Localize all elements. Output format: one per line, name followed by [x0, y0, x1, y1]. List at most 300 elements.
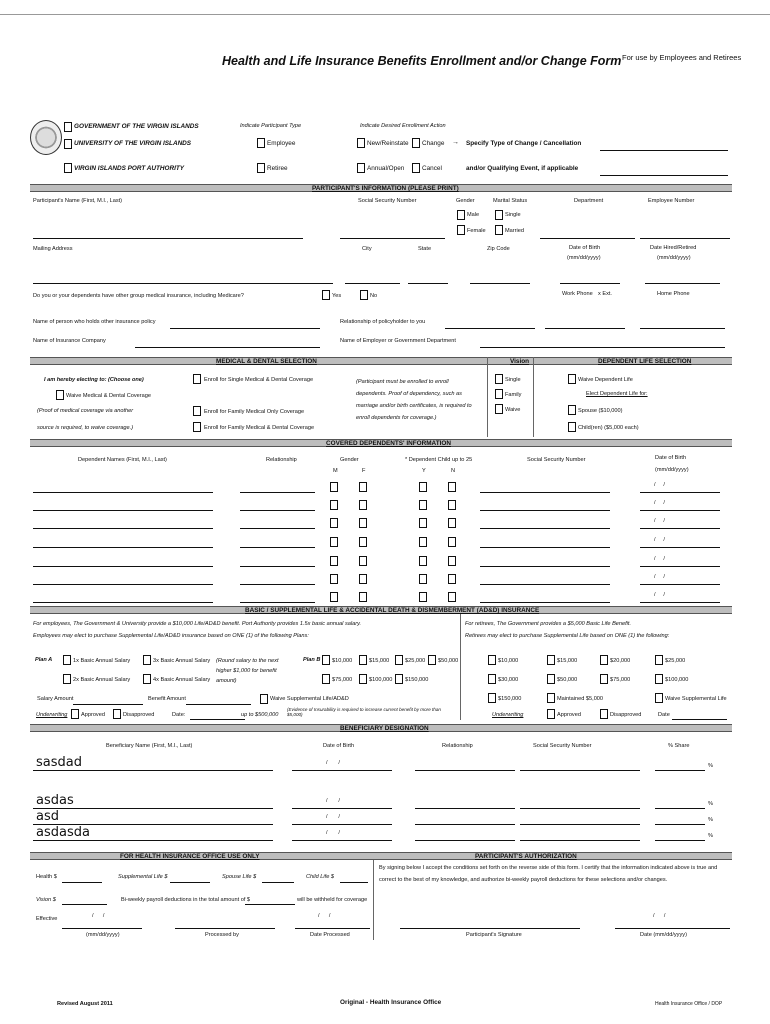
- plan-a-2x-checkbox[interactable]: [63, 674, 71, 684]
- emp-note-2: Employees may elect to purchase Supplemental Life/AD&D insurance based on ONE (1) of the following Plans:: [33, 633, 309, 639]
- evidence-note: (Evidence of Insurability is required to increase current benefit by more than $5,000): [287, 707, 441, 718]
- dep-male-checkbox[interactable]: [330, 537, 338, 547]
- dep-relationship-field[interactable]: [240, 492, 315, 493]
- children-life-checkbox[interactable]: [568, 422, 576, 432]
- benefit-field[interactable]: [186, 704, 251, 705]
- proof-note-2: source is required, to waive coverage.): [37, 425, 134, 431]
- spouse-life-label: Spouse ($10,000): [578, 408, 623, 414]
- zip-field[interactable]: [470, 283, 530, 284]
- signature-label: Participant's Signature: [466, 932, 522, 938]
- dep-male-checkbox[interactable]: [330, 556, 338, 566]
- dep-dob-field[interactable]: [640, 584, 720, 585]
- ben-share-field[interactable]: [655, 770, 705, 771]
- dep-dob-slashes: / /: [654, 556, 665, 562]
- single-checkbox[interactable]: [495, 210, 503, 220]
- elect-deplife-label: Elect Dependent Life for:: [586, 391, 648, 397]
- ben-relationship-field[interactable]: [415, 824, 515, 825]
- family-medical-only-checkbox[interactable]: [193, 406, 201, 416]
- dep-child-yes-checkbox[interactable]: [419, 556, 427, 566]
- ret-150k-checkbox[interactable]: [488, 693, 496, 703]
- uw-date-field[interactable]: [190, 719, 245, 720]
- covered-bar: COVERED DEPENDENTS' INFORMATION: [30, 439, 732, 447]
- percent-sign: %: [708, 817, 713, 823]
- electing-label: I am hereby electing to: (Choose one): [44, 377, 144, 383]
- change-checkbox[interactable]: [412, 138, 420, 148]
- department-label: Department: [574, 198, 604, 204]
- employee-checkbox[interactable]: [257, 138, 265, 148]
- city-field[interactable]: [345, 283, 400, 284]
- emp-note-1: For employees, The Government & University provide a $10,000 Life/AD&D benefit. Port Authority provides 1.5x basic annual salary.: [33, 621, 362, 627]
- ret-25k-label: $25,000: [665, 658, 686, 664]
- employer-field[interactable]: [480, 347, 725, 348]
- ret-100k-label: $100,000: [665, 677, 689, 683]
- dep-relationship-field[interactable]: [240, 547, 315, 548]
- processed-date-label: Date Processed: [310, 932, 350, 938]
- dep-relationship-field[interactable]: [240, 602, 315, 603]
- ben-dob-field[interactable]: [292, 824, 392, 825]
- vision-family-label: Family: [505, 392, 522, 398]
- ben-ssn-label: Social Security Number: [533, 743, 592, 749]
- ben-name-label: Beneficiary Name (First, M.I., Last): [106, 743, 193, 749]
- dep-name-field[interactable]: [33, 602, 213, 603]
- dep-female-checkbox[interactable]: [359, 482, 367, 492]
- ret-date-label: Date: [658, 712, 670, 718]
- change-label: Change: [422, 140, 445, 147]
- effective-slashes: / /: [92, 913, 105, 919]
- ret-note-2: Retirees may elect to purchase Supplemental Life based on ONE (1) the following:: [465, 633, 670, 639]
- dep-child-yes-checkbox[interactable]: [419, 592, 427, 602]
- dob-format: (mm/dd/yyyy): [567, 255, 601, 261]
- dependents-note-4: enroll dependents for coverage.): [356, 415, 437, 421]
- state-field[interactable]: [408, 283, 448, 284]
- hired-field[interactable]: [645, 283, 720, 284]
- ben-ssn-field[interactable]: [520, 770, 640, 771]
- dep-child-no-checkbox[interactable]: [448, 556, 456, 566]
- salary-field[interactable]: [73, 704, 143, 705]
- waive-supp-add-checkbox[interactable]: [260, 694, 268, 704]
- mailing-field[interactable]: [33, 283, 333, 284]
- vision-waive-label: Waive: [505, 407, 521, 413]
- ret-15k-checkbox[interactable]: [547, 655, 555, 665]
- ret-waive-label: Waive Supplemental Life: [665, 696, 727, 702]
- dep-female-checkbox[interactable]: [359, 592, 367, 602]
- round-note-1: (Round salary to the next: [216, 658, 279, 664]
- work-phone-label: Work Phone: [562, 291, 593, 297]
- round-note-2: higher $1,000 for benefit: [216, 668, 277, 674]
- ret-approved-label: Approved: [557, 712, 581, 718]
- dep-child-no-checkbox[interactable]: [448, 592, 456, 602]
- underwriting-label: Underwriting: [36, 712, 68, 718]
- single-label: Single: [505, 212, 521, 218]
- auth-date-label: Date (mm/dd/yyyy): [640, 932, 687, 938]
- dep-dob-field[interactable]: [640, 547, 720, 548]
- beneficiary-name-value[interactable]: asd: [36, 809, 59, 824]
- uw-date-label: Date:: [172, 712, 186, 718]
- dep-relationship-label: Relationship: [266, 457, 297, 463]
- ben-ssn-field[interactable]: [520, 840, 640, 841]
- plan-b-50k-label: $50,000: [438, 658, 459, 664]
- dep-dob-field[interactable]: [640, 528, 720, 529]
- ben-ssn-field[interactable]: [520, 808, 640, 809]
- dep-child-label: * Dependent Child up to 25: [405, 457, 473, 463]
- plan-b-25k-checkbox[interactable]: [395, 655, 403, 665]
- dep-relationship-field[interactable]: [240, 566, 315, 567]
- dep-ssn-field[interactable]: [480, 602, 610, 603]
- plan-b-100k-label: $100,000: [369, 677, 393, 683]
- other-ins-no-label: No: [370, 293, 378, 299]
- gender-label: Gender: [456, 198, 475, 204]
- employee-number-field[interactable]: [640, 238, 730, 239]
- dep-relationship-field[interactable]: [240, 584, 315, 585]
- dep-relationship-field[interactable]: [240, 528, 315, 529]
- beneficiary-name-field[interactable]: [33, 770, 273, 771]
- employer-port-checkbox[interactable]: [64, 163, 72, 173]
- dep-female-checkbox[interactable]: [359, 574, 367, 584]
- annual-open-label: Annual/Open: [367, 165, 405, 172]
- ben-ssn-field[interactable]: [520, 824, 640, 825]
- ben-relationship-label: Relationship: [442, 743, 473, 749]
- ret-100k-checkbox[interactable]: [655, 674, 663, 684]
- qualifying-event-field[interactable]: [600, 175, 728, 176]
- dep-male-checkbox[interactable]: [330, 574, 338, 584]
- ret-note-1: For retirees, The Government provides a $5,000 Basic Life Benefit.: [465, 621, 632, 627]
- retiree-label: Retiree: [267, 165, 288, 172]
- processed-by-field[interactable]: [175, 928, 275, 929]
- vision-single-checkbox[interactable]: [495, 374, 503, 384]
- processed-date-field[interactable]: [295, 928, 370, 929]
- ben-dob-field[interactable]: [292, 808, 392, 809]
- ben-share-field[interactable]: [655, 840, 705, 841]
- employee-number-label: Employee Number: [648, 198, 695, 204]
- dep-female-checkbox[interactable]: [359, 556, 367, 566]
- ben-dob-field[interactable]: [292, 840, 392, 841]
- withheld-label-2: will be withheld for coverage: [297, 897, 368, 903]
- ext-label: x Ext.: [598, 291, 612, 297]
- ret-disapproved-checkbox[interactable]: [600, 709, 608, 719]
- married-checkbox[interactable]: [495, 225, 503, 235]
- dep-ssn-label: Social Security Number: [527, 457, 586, 463]
- dep-name-field[interactable]: [33, 547, 213, 548]
- effective-field[interactable]: [62, 928, 142, 929]
- dep-female-checkbox[interactable]: [359, 518, 367, 528]
- dep-ssn-field[interactable]: [480, 528, 610, 529]
- child-amt-label: Child Life $: [306, 874, 334, 880]
- office-auth-bar: FOR HEALTH INSURANCE OFFICE USE ONLY PARTICIPANT'S AUTHORIZATION: [30, 852, 732, 860]
- relationship-field[interactable]: [445, 328, 535, 329]
- ret-20k-checkbox[interactable]: [600, 655, 608, 665]
- other-ins-no-checkbox[interactable]: [360, 290, 368, 300]
- dep-male-checkbox[interactable]: [330, 500, 338, 510]
- dep-ssn-field[interactable]: [480, 584, 610, 585]
- spouse-amt-label: Spouse Life $: [222, 874, 257, 880]
- plan-a-1x-checkbox[interactable]: [63, 655, 71, 665]
- male-label: Male: [467, 212, 480, 218]
- ret-10k-checkbox[interactable]: [488, 655, 496, 665]
- ret-75k-checkbox[interactable]: [600, 674, 608, 684]
- employer-govt-checkbox[interactable]: [64, 122, 72, 132]
- dep-dob-label: Date of Birth: [655, 455, 687, 461]
- single-medical-label: Enroll for Single Medical & Dental Coverage: [204, 377, 314, 383]
- dep-male-checkbox[interactable]: [330, 518, 338, 528]
- dep-child-no-checkbox[interactable]: [448, 500, 456, 510]
- auth-text-1: By signing below I accept the conditions set forth on the reverse side of this form. I certify that the information indicated above is true and: [379, 865, 718, 871]
- health-amt-field[interactable]: [62, 882, 102, 883]
- plan-b-150k-checkbox[interactable]: [395, 674, 403, 684]
- approved-checkbox[interactable]: [71, 709, 79, 719]
- ret-150k-label: $150,000: [498, 696, 522, 702]
- married-label: Married: [505, 228, 524, 234]
- supp-amt-field[interactable]: [170, 882, 210, 883]
- dep-female-checkbox[interactable]: [359, 500, 367, 510]
- processed-date-slashes: / /: [318, 913, 331, 919]
- retiree-divider: [460, 614, 461, 720]
- effective-label: Effective: [36, 916, 58, 922]
- ret-approved-checkbox[interactable]: [547, 709, 555, 719]
- policyholder-field[interactable]: [170, 328, 320, 329]
- percent-sign: %: [708, 801, 713, 807]
- dep-child-no-checkbox[interactable]: [448, 482, 456, 492]
- dep-child-yes-checkbox[interactable]: [419, 482, 427, 492]
- employer-uvi-checkbox[interactable]: [64, 139, 72, 149]
- beneficiary-name-value[interactable]: asdasda: [36, 825, 90, 840]
- seal-logo: [30, 120, 62, 155]
- approved-label: Approved: [81, 712, 105, 718]
- dep-dob-field[interactable]: [640, 510, 720, 511]
- hired-label: Date Hired/Retired: [650, 245, 697, 251]
- qualifying-event-label: and/or Qualifying Event, if applicable: [466, 165, 579, 172]
- ben-relationship-field[interactable]: [415, 840, 515, 841]
- dep-name-field[interactable]: [33, 584, 213, 585]
- dob-field[interactable]: [560, 283, 620, 284]
- ret-30k-checkbox[interactable]: [488, 674, 496, 684]
- dep-ssn-field[interactable]: [480, 547, 610, 548]
- ben-relationship-field[interactable]: [415, 808, 515, 809]
- plan-a-4x-checkbox[interactable]: [143, 674, 151, 684]
- single-medical-checkbox[interactable]: [193, 374, 201, 384]
- ben-dob-slashes: / /: [326, 760, 340, 766]
- plan-b-25k-label: $25,000: [405, 658, 426, 664]
- annual-open-checkbox[interactable]: [357, 163, 365, 173]
- department-field[interactable]: [540, 238, 635, 239]
- participant-ssn-field[interactable]: [340, 238, 445, 239]
- plan-a-3x-checkbox[interactable]: [143, 655, 151, 665]
- male-checkbox[interactable]: [457, 210, 465, 220]
- ret-50k-label: $50,000: [557, 677, 578, 683]
- dep-dob-slashes: / /: [654, 500, 665, 506]
- dep-ssn-field[interactable]: [480, 566, 610, 567]
- auth-divider: [373, 860, 374, 940]
- participant-name-field[interactable]: [33, 238, 303, 239]
- ben-dob-field[interactable]: [292, 770, 392, 771]
- dep-dob-field[interactable]: [640, 566, 720, 567]
- family-medical-dental-label: Enroll for Family Medical & Dental Coverage: [204, 425, 315, 431]
- percent-sign: %: [708, 833, 713, 839]
- ret-50k-checkbox[interactable]: [547, 674, 555, 684]
- maintained-checkbox[interactable]: [547, 693, 555, 703]
- dep-child-yes-checkbox[interactable]: [419, 518, 427, 528]
- dep-male-checkbox[interactable]: [330, 482, 338, 492]
- proof-note-1: (Proof of medical coverage via another: [37, 408, 134, 414]
- health-amt-label: Health $: [36, 874, 57, 880]
- plan-b-150k-label: $150,000: [405, 677, 429, 683]
- dep-female-checkbox[interactable]: [359, 537, 367, 547]
- plan-b-label: Plan B: [303, 657, 321, 663]
- ret-disapproved-label: Disapproved: [610, 712, 642, 718]
- dep-dob-field[interactable]: [640, 492, 720, 493]
- ben-share-field[interactable]: [655, 808, 705, 809]
- dependents-note-3: marriage and/or birth certificates, is required to: [356, 403, 472, 409]
- dep-name-field[interactable]: [33, 566, 213, 567]
- hired-format: (mm/dd/yyyy): [657, 255, 691, 261]
- plan-b-50k-checkbox[interactable]: [428, 655, 436, 665]
- withheld-field[interactable]: [245, 904, 295, 905]
- dep-child-yes-checkbox[interactable]: [419, 574, 427, 584]
- plan-a-3x-label: 3x Basic Annual Salary: [153, 658, 211, 664]
- auth-date-slashes: / /: [653, 913, 666, 919]
- dep-gender-label: Gender: [340, 457, 359, 463]
- dep-f-label: F: [362, 468, 366, 474]
- retiree-checkbox[interactable]: [257, 163, 265, 173]
- home-phone-field[interactable]: [640, 328, 725, 329]
- ret-waive-checkbox[interactable]: [655, 693, 663, 703]
- dep-ssn-field[interactable]: [480, 492, 610, 493]
- ben-share-field[interactable]: [655, 824, 705, 825]
- dep-child-no-checkbox[interactable]: [448, 537, 456, 547]
- dep-y-label: Y: [422, 468, 426, 474]
- other-insurance-question: Do you or your dependents have other group medical insurance, including Medicare?: [33, 293, 244, 299]
- employer-label: Name of Employer or Government Department: [340, 338, 456, 344]
- dep-relationship-field[interactable]: [240, 510, 315, 511]
- vision-amt-field[interactable]: [62, 904, 107, 905]
- dep-dob-format: (mm/dd/yyyy): [655, 467, 689, 473]
- upto-label: up to $500,000: [241, 712, 279, 718]
- dep-name-field[interactable]: [33, 492, 213, 493]
- withheld-label: Bi-weekly payroll deductions in the total amount of $: [121, 897, 251, 903]
- salary-label: Salary Amount: [37, 696, 74, 702]
- zip-label: Zip Code: [487, 246, 510, 252]
- auth-date-field[interactable]: [615, 928, 730, 929]
- ret-25k-checkbox[interactable]: [655, 655, 663, 665]
- child-amt-field[interactable]: [340, 882, 368, 883]
- company-field[interactable]: [135, 347, 320, 348]
- beneficiary-name-value[interactable]: asdas: [36, 793, 74, 808]
- beneficiary-bar: BENEFICIARY DESIGNATION: [30, 724, 732, 732]
- cancel-checkbox[interactable]: [412, 163, 420, 173]
- female-checkbox[interactable]: [457, 225, 465, 235]
- plan-b-100k-checkbox[interactable]: [359, 674, 367, 684]
- plan-b-15k-checkbox[interactable]: [359, 655, 367, 665]
- ben-relationship-field[interactable]: [415, 770, 515, 771]
- relationship-label: Relationship of policyholder to you: [340, 319, 426, 325]
- signature-field[interactable]: [400, 928, 580, 929]
- ben-dob-slashes: / /: [326, 830, 340, 836]
- waive-medical-checkbox[interactable]: [56, 390, 64, 400]
- policyholder-label: Name of person who holds other insurance policy: [33, 319, 156, 325]
- employee-label: Employee: [267, 140, 296, 147]
- disapproved-checkbox[interactable]: [113, 709, 121, 719]
- disapproved-label: Disapproved: [123, 712, 155, 718]
- waive-deplife-checkbox[interactable]: [568, 374, 576, 384]
- ben-dob-slashes: / /: [326, 798, 340, 804]
- dep-dob-field[interactable]: [640, 602, 720, 603]
- family-medical-dental-checkbox[interactable]: [193, 422, 201, 432]
- dep-n-label: N: [451, 468, 456, 474]
- plan-b-10k-checkbox[interactable]: [322, 655, 330, 665]
- new-reinstate-label: New/Reinstate: [367, 140, 409, 147]
- cancel-label: Cancel: [422, 165, 442, 172]
- spouse-amt-field[interactable]: [262, 882, 294, 883]
- maintained-label: Maintained $5,000: [557, 696, 604, 702]
- plan-a-4x-label: 4x Basic Annual Salary: [153, 677, 211, 683]
- plan-a-1x-label: 1x Basic Annual Salary: [73, 658, 131, 664]
- plan-b-15k-label: $15,000: [369, 658, 390, 664]
- dep-dob-slashes: / /: [654, 482, 665, 488]
- ret-10k-label: $10,000: [498, 658, 519, 664]
- dep-dob-slashes: / /: [654, 574, 665, 580]
- dep-m-label: M: [333, 468, 338, 474]
- work-phone-field[interactable]: [545, 328, 625, 329]
- other-ins-yes-checkbox[interactable]: [322, 290, 330, 300]
- beneficiary-name-field[interactable]: [33, 808, 273, 809]
- supp-amt-label: Supplemental Life $: [118, 874, 168, 880]
- enrollment-action-label: Indicate Desired Enrollment Action: [360, 123, 446, 129]
- ret-75k-label: $75,000: [610, 677, 631, 683]
- new-reinstate-checkbox[interactable]: [357, 138, 365, 148]
- state-label: State: [418, 246, 432, 252]
- ret-underwriting-label: Underwriting: [492, 712, 524, 718]
- vision-family-checkbox[interactable]: [495, 389, 503, 399]
- vision-waive-checkbox[interactable]: [495, 404, 503, 414]
- percent-sign: %: [708, 763, 713, 769]
- beneficiary-name-value[interactable]: sasdad: [36, 755, 82, 770]
- beneficiary-name-field[interactable]: [33, 840, 273, 841]
- employer-port-label: VIRGIN ISLANDS PORT AUTHORITY: [74, 165, 185, 172]
- female-label: Female: [467, 228, 486, 234]
- vision-single-label: Single: [505, 377, 521, 383]
- spouse-life-checkbox[interactable]: [568, 405, 576, 415]
- processed-by-label: Processed by: [205, 932, 239, 938]
- dep-child-no-checkbox[interactable]: [448, 518, 456, 528]
- specify-change-field[interactable]: [600, 150, 728, 151]
- dep-dob-slashes: / /: [654, 518, 665, 524]
- family-medical-only-label: Enroll for Family Medical Only Coverage: [204, 409, 305, 415]
- dep-child-yes-checkbox[interactable]: [419, 500, 427, 510]
- dep-name-field[interactable]: [33, 528, 213, 529]
- ben-dob-slashes: / /: [326, 814, 340, 820]
- dep-child-yes-checkbox[interactable]: [419, 537, 427, 547]
- dep-male-checkbox[interactable]: [330, 592, 338, 602]
- dep-ssn-field[interactable]: [480, 510, 610, 511]
- participant-type-label: Indicate Participant Type: [240, 123, 302, 129]
- vision-amt-label: Vision $: [36, 897, 56, 903]
- benefit-label: Benefit Amount: [148, 696, 186, 702]
- ret-date-field[interactable]: [672, 719, 727, 720]
- plan-b-75k-label: $75,000: [332, 677, 353, 683]
- plan-a-2x-label: 2x Basic Annual Salary: [73, 677, 131, 683]
- dep-child-no-checkbox[interactable]: [448, 574, 456, 584]
- dependents-note-1: (Participant must be enrolled to enroll: [356, 379, 449, 385]
- ret-20k-label: $20,000: [610, 658, 631, 664]
- waive-medical-label: Waive Medical & Dental Coverage: [66, 393, 151, 399]
- mailing-label: Mailing Address: [33, 246, 73, 252]
- specify-change-label: Specify Type of Change / Cancellation: [466, 140, 582, 147]
- plan-b-75k-checkbox[interactable]: [322, 674, 330, 684]
- medical-bar: MEDICAL & DENTAL SELECTION Vision DEPENDENT LIFE SELECTION: [30, 357, 732, 365]
- dep-name-field[interactable]: [33, 510, 213, 511]
- copy-label: Health Insurance Office / DOP: [655, 1001, 723, 1007]
- ben-share-label: % Share: [668, 743, 690, 749]
- revised-label: Revised August 2011: [57, 1001, 113, 1007]
